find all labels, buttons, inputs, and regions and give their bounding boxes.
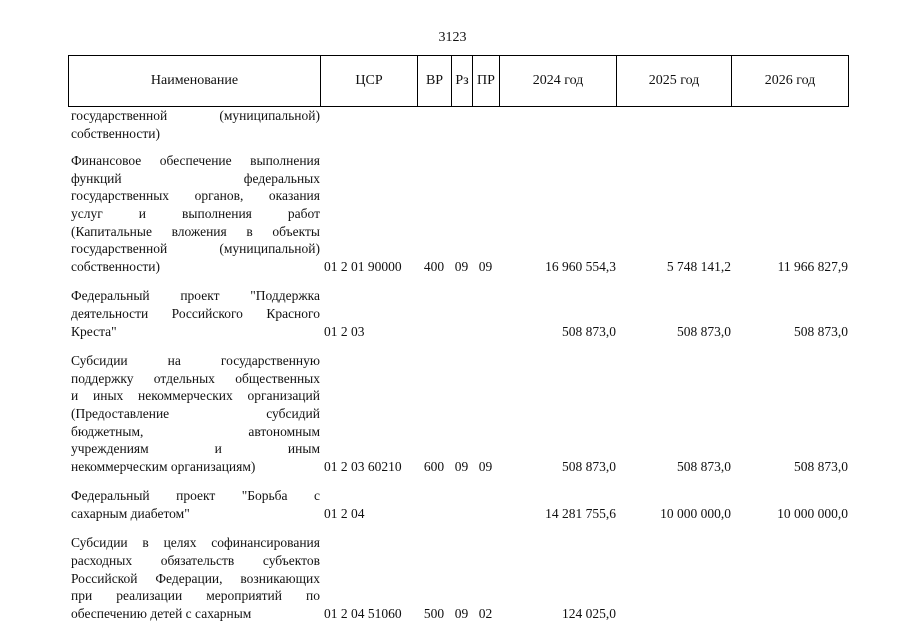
row-2025: 10 000 000,0 — [660, 505, 731, 521]
row-name-line: расходных обязательств субъектов — [71, 553, 320, 569]
row-2026: 508 873,0 — [794, 458, 848, 474]
row-csr: 01 2 04 51060 — [324, 605, 402, 621]
row-vr: 400 — [423, 258, 445, 274]
row-vr: 600 — [423, 458, 445, 474]
header-2025: 2025 год — [617, 56, 732, 106]
header-name: Наименование — [69, 56, 321, 106]
row-name-line: некоммерческим организациям) — [71, 458, 256, 474]
header-csr: ЦСР — [321, 56, 418, 106]
table-row — [68, 352, 850, 475]
table-row — [68, 152, 850, 275]
row-name-line: Федеральный проект "Борьба с — [71, 488, 320, 504]
row-name — [68, 287, 320, 340]
row-name-line: Российской Федерации, возникающих — [71, 570, 320, 586]
row-name-line: Субсидии на государственную — [71, 353, 320, 369]
row-name-line: и иных некоммерческих организаций — [71, 388, 320, 404]
row-2026: 11 966 827,9 — [777, 258, 848, 274]
header-vr: ВР — [418, 56, 452, 106]
row-name-line: при реализации мероприятий по — [71, 588, 320, 604]
row-pr: 09 — [478, 258, 493, 274]
row-pr: 02 — [478, 605, 493, 621]
table-row — [68, 287, 850, 340]
header-2026: 2026 год — [764, 73, 816, 88]
row-2024: 16 960 554,3 — [545, 258, 616, 274]
table-body — [68, 107, 850, 634]
header-2024: 2024 год — [500, 56, 617, 106]
row-name-line: Финансовое обеспечение выполнения — [71, 153, 320, 169]
row-pr: 09 — [478, 458, 493, 474]
row-2024: 508 873,0 — [562, 323, 616, 339]
row-name-line: государственной (муниципальной) — [71, 108, 320, 123]
row-csr: 01 2 01 90000 — [324, 258, 402, 274]
table-row — [68, 534, 850, 622]
row-2026: 508 873,0 — [794, 323, 848, 339]
row-2024: 14 281 755,6 — [545, 505, 616, 521]
row-name-line: собственности) — [71, 258, 160, 274]
row-2024: 124 025,0 — [562, 605, 616, 621]
row-2024: 508 873,0 — [562, 458, 616, 474]
row-name-line: учреждениям и иным — [71, 441, 320, 457]
row-name — [68, 152, 320, 275]
row-2025: 508 873,0 — [677, 458, 731, 474]
row-name — [68, 534, 320, 622]
row-vr: 500 — [423, 605, 445, 621]
row-name-line: государственных органов, оказания — [71, 188, 320, 204]
row-name-line: (Капитальные вложения в объекты — [71, 223, 320, 239]
row-name-line: поддержку отдельных общественных — [71, 370, 320, 386]
row-name-line: услуг и выполнения работ — [71, 205, 320, 221]
row-2026: 10 000 000,0 — [777, 505, 848, 521]
header-pr: ПР — [473, 56, 500, 106]
row-name-line: сахарным диабетом" — [71, 505, 190, 521]
row-name-line: Федеральный проект "Поддержка — [71, 288, 320, 304]
row-csr: 01 2 04 — [324, 505, 365, 521]
table-row — [68, 487, 850, 522]
row-name-line: (Предоставление субсидий — [71, 405, 320, 421]
page-number: 3123 — [438, 30, 467, 45]
row-csr: 01 2 03 60210 — [324, 458, 402, 474]
row-name-line: бюджетным, автономным — [71, 423, 320, 439]
table-header — [68, 55, 849, 107]
row-rz: 09 — [454, 458, 469, 474]
table-row — [68, 107, 850, 142]
row-name-line: обеспечению детей с сахарным — [71, 605, 252, 621]
header-rz: Рз — [452, 56, 473, 106]
row-name-line: функций федеральных — [71, 170, 320, 186]
row-name-line: Креста" — [71, 323, 117, 339]
row-name — [68, 487, 320, 522]
row-name — [68, 107, 320, 142]
row-name-line: Субсидии в целях софинансирования — [71, 535, 320, 551]
row-rz: 09 — [454, 258, 469, 274]
row-csr: 01 2 03 — [324, 323, 365, 339]
row-name — [68, 352, 320, 475]
row-name-line: государственной (муниципальной) — [71, 241, 320, 257]
row-rz: 09 — [454, 605, 469, 621]
row-name-line: деятельности Российского Красного — [71, 305, 320, 321]
row-2025: 508 873,0 — [677, 323, 731, 339]
row-name-line: собственности) — [71, 125, 160, 141]
row-2025: 5 748 141,2 — [666, 258, 731, 274]
